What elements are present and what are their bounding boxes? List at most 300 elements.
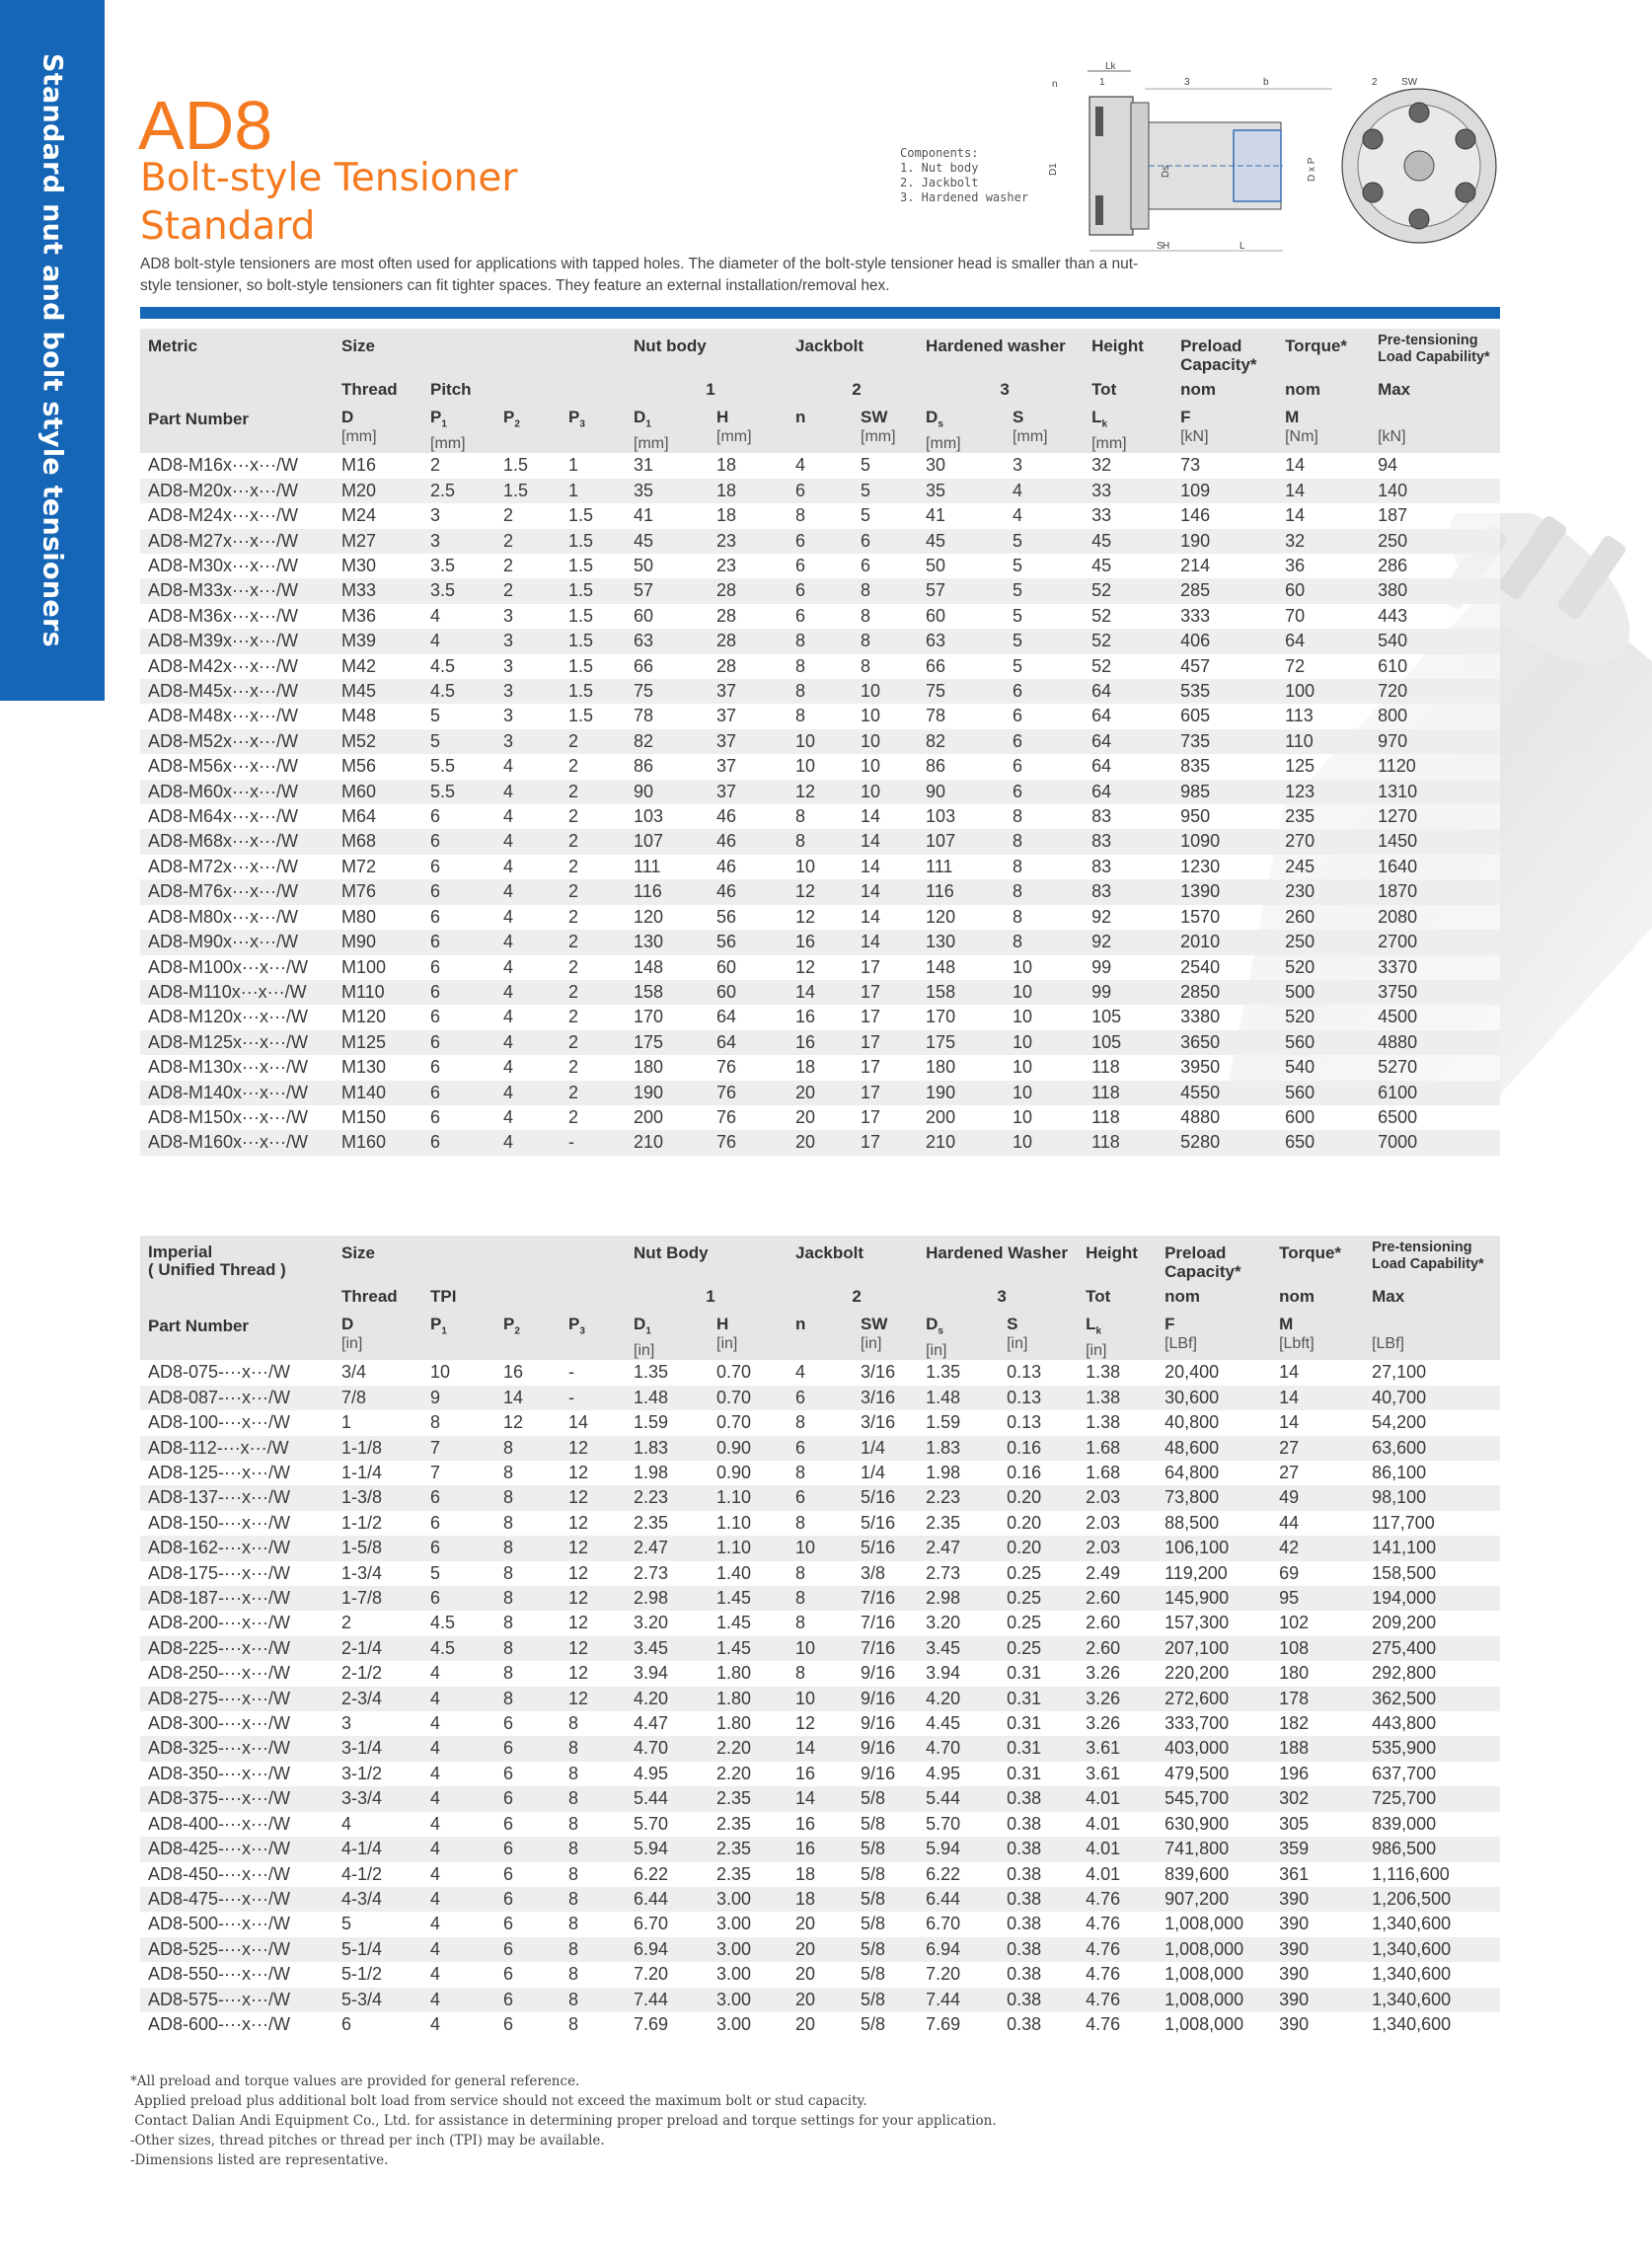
table-cell: 2-1/4 <box>334 1636 422 1661</box>
table-cell: 7.20 <box>918 1962 999 1987</box>
table-cell: 14 <box>788 1786 853 1811</box>
part-number-cell: AD8-100-···x···/W <box>140 1410 334 1435</box>
table-row <box>140 604 1500 629</box>
table-cell: 3.00 <box>709 2012 788 2037</box>
table-row <box>140 1360 1500 1385</box>
table-cell: 2 <box>561 1030 626 1055</box>
table-cell: 5/8 <box>853 1912 918 1936</box>
table-cell: 5.70 <box>918 1812 999 1837</box>
table-cell: 78 <box>626 704 709 728</box>
table-cell: 83 <box>1084 804 1172 829</box>
table-cell: 4-1/2 <box>334 1862 422 1887</box>
table-cell: 3.5 <box>422 578 495 603</box>
table-cell: 37 <box>709 780 788 804</box>
table-cell: 3-1/4 <box>334 1736 422 1761</box>
table-cell: 200 <box>918 1105 1005 1130</box>
table-cell: 6 <box>495 1887 561 1912</box>
component-item: 1. Nut body <box>900 161 979 175</box>
table-cell: 3.61 <box>1078 1736 1157 1761</box>
table-cell: 100 <box>1277 679 1370 704</box>
header-nom-preload: nom <box>1157 1281 1271 1315</box>
table-cell: 6 <box>495 1736 561 1761</box>
table-cell: 1/4 <box>853 1436 918 1461</box>
table-cell: 8 <box>495 1611 561 1635</box>
part-number-cell: AD8-187-···x···/W <box>140 1586 334 1611</box>
table-cell: 175 <box>626 1030 709 1055</box>
table-cell: 37 <box>709 729 788 754</box>
table-cell: 64 <box>709 1030 788 1055</box>
table-cell: 4 <box>495 754 561 779</box>
subtitle-line-1: Bolt-style Tensioner <box>140 156 518 200</box>
table-row <box>140 1837 1500 1861</box>
table-cell: 0.31 <box>999 1687 1078 1711</box>
tensioner-technical-drawing <box>1046 61 1520 268</box>
header-lk: L <box>1086 1315 1096 1333</box>
table-cell: 2 <box>561 829 626 854</box>
table-cell: 140 <box>1370 479 1500 503</box>
table-cell: 14 <box>788 1736 853 1761</box>
table-cell: 7/16 <box>853 1636 918 1661</box>
table-cell: 7.20 <box>626 1962 709 1987</box>
header-lk: L <box>1091 408 1102 426</box>
table-cell: 64 <box>1084 729 1172 754</box>
header-h: H <box>716 1315 729 1333</box>
table-cell: 6 <box>853 554 918 578</box>
header-ds: D <box>926 1315 939 1333</box>
components-legend <box>900 146 1028 205</box>
table-cell: 63,600 <box>1364 1436 1500 1461</box>
table-cell: 630,900 <box>1157 1812 1271 1837</box>
table-row <box>140 1912 1500 1936</box>
table-cell: 9/16 <box>853 1711 918 1736</box>
part-number-cell: AD8-137-···x···/W <box>140 1485 334 1510</box>
table-cell: 720 <box>1370 679 1500 704</box>
part-number-cell: AD8-M48x···x···/W <box>140 704 334 728</box>
table-cell: 2 <box>561 1105 626 1130</box>
table-cell: 102 <box>1271 1611 1364 1635</box>
sub-1: 1 <box>441 1325 447 1337</box>
table-cell: 158 <box>626 980 709 1005</box>
table-cell: 8 <box>561 1887 626 1912</box>
table-cell: 83 <box>1084 829 1172 854</box>
table-cell: 0.38 <box>999 1837 1078 1861</box>
sub-k: k <box>1101 418 1108 430</box>
table-cell: 7.44 <box>626 1988 709 2012</box>
table-cell: 14 <box>853 829 918 854</box>
table-cell: 64 <box>1084 780 1172 804</box>
unit-in: [in] <box>716 1335 738 1352</box>
table-cell: 245 <box>1277 855 1370 879</box>
table-cell: 1-3/8 <box>334 1485 422 1510</box>
header-f: F <box>1180 408 1191 426</box>
table-cell: 5.70 <box>626 1812 709 1837</box>
table-cell: M68 <box>334 829 422 854</box>
table-cell: 4 <box>422 1711 495 1736</box>
table-cell: 95 <box>1271 1586 1364 1611</box>
table-cell: 3.61 <box>1078 1762 1157 1786</box>
table-cell: 2 <box>561 1005 626 1029</box>
table-cell: 36 <box>1277 554 1370 578</box>
table-row <box>140 1485 1500 1510</box>
part-number-cell: AD8-M60x···x···/W <box>140 780 334 804</box>
table-cell: 4.76 <box>1078 2012 1157 2037</box>
table-cell: 2-3/4 <box>334 1687 422 1711</box>
table-cell: 6 <box>1005 754 1084 779</box>
header-tot: Tot <box>1084 374 1172 408</box>
table-cell: 5 <box>1005 529 1084 554</box>
table-cell: 4 <box>422 1862 495 1887</box>
header-p2: P <box>503 1315 515 1333</box>
table-cell: 10 <box>853 679 918 704</box>
table-cell: 1.5 <box>561 503 626 528</box>
table-cell: 14 <box>495 1386 561 1410</box>
table-cell: 6 <box>422 1081 495 1105</box>
table-cell: 33 <box>1084 503 1172 528</box>
header-preload: Preload Capacity* <box>1172 329 1277 374</box>
table-cell: 4 <box>495 905 561 930</box>
table-row <box>140 578 1500 603</box>
table-cell: 5/16 <box>853 1536 918 1560</box>
part-number-cell: AD8-200-···x···/W <box>140 1611 334 1635</box>
table-cell: M30 <box>334 554 422 578</box>
header-imperial: Imperial <box>148 1243 213 1261</box>
table-cell: 4 <box>422 1736 495 1761</box>
header-component-3: 3 <box>918 1281 1078 1315</box>
table-cell: 123 <box>1277 780 1370 804</box>
table-cell: 118 <box>1084 1105 1172 1130</box>
footnote: *All preload and torque values are provided for general reference. <box>130 2073 580 2089</box>
table-cell: 46 <box>709 804 788 829</box>
table-cell: 33 <box>1084 479 1172 503</box>
table-cell: 605 <box>1172 704 1277 728</box>
table-cell: 180 <box>1271 1661 1364 1686</box>
table-cell: 16 <box>788 1762 853 1786</box>
sub-2: 2 <box>514 1325 520 1337</box>
table-cell: 286 <box>1370 554 1500 578</box>
table-cell: 1570 <box>1172 905 1277 930</box>
table-cell: 4-3/4 <box>334 1887 422 1912</box>
table-cell: 390 <box>1271 2012 1364 2037</box>
table-cell: 1.80 <box>709 1711 788 1736</box>
table-cell: 250 <box>1370 529 1500 554</box>
table-cell: 0.31 <box>999 1736 1078 1761</box>
table-row <box>140 1711 1500 1736</box>
part-number-cell: AD8-M72x···x···/W <box>140 855 334 879</box>
table-row <box>140 1611 1500 1635</box>
table-cell: 14 <box>853 905 918 930</box>
table-cell: 0.16 <box>999 1461 1078 1485</box>
table-cell: M130 <box>334 1055 422 1080</box>
table-cell: 18 <box>709 479 788 503</box>
table-cell: 1-1/4 <box>334 1461 422 1485</box>
table-row <box>140 1030 1500 1055</box>
table-cell: 8 <box>1005 905 1084 930</box>
table-cell: 3380 <box>1172 1005 1277 1029</box>
unit-lbft: [Lbft] <box>1279 1335 1314 1352</box>
table-cell: 148 <box>918 955 1005 980</box>
table-cell: 10 <box>1005 1081 1084 1105</box>
table-cell: 76 <box>709 1055 788 1080</box>
table-cell: 2540 <box>1172 955 1277 980</box>
table-cell: 4.5 <box>422 679 495 704</box>
table-row <box>140 1887 1500 1912</box>
label-dxp: D x P <box>1307 157 1317 182</box>
table-cell: 6 <box>422 1130 495 1155</box>
part-number-cell: AD8-425-···x···/W <box>140 1837 334 1861</box>
table-cell: 535 <box>1172 679 1277 704</box>
table-row <box>140 1105 1500 1130</box>
table-cell: 0.38 <box>999 2012 1078 2037</box>
table-cell: M16 <box>334 453 422 478</box>
table-cell: 725,700 <box>1364 1786 1500 1811</box>
table-cell: 8 <box>788 1561 853 1586</box>
table-cell: 60 <box>1277 578 1370 603</box>
part-number-cell: AD8-M130x···x···/W <box>140 1055 334 1080</box>
part-number-cell: AD8-M100x···x···/W <box>140 955 334 980</box>
table-cell: 2.60 <box>1078 1611 1157 1635</box>
table-cell: 3 <box>495 729 561 754</box>
table-cell: 18 <box>709 503 788 528</box>
table-cell: 9/16 <box>853 1687 918 1711</box>
table-cell: 5-1/4 <box>334 1937 422 1962</box>
table-cell: 2-1/2 <box>334 1661 422 1686</box>
table-cell: 17 <box>853 955 918 980</box>
table-cell: 73 <box>1172 453 1277 478</box>
table-cell: 3650 <box>1172 1030 1277 1055</box>
table-cell: 0.38 <box>999 1962 1078 1987</box>
table-cell: 2 <box>561 780 626 804</box>
table-cell: 210 <box>918 1130 1005 1155</box>
table-cell: 111 <box>918 855 1005 879</box>
table-cell: 64 <box>1277 629 1370 653</box>
table-cell: 6 <box>495 1937 561 1962</box>
unit-mm: [mm] <box>716 428 752 445</box>
part-number-cell: AD8-500-···x···/W <box>140 1912 334 1936</box>
table-cell: 10 <box>1005 1130 1084 1155</box>
table-cell: 113 <box>1277 704 1370 728</box>
table-cell: 141,100 <box>1364 1536 1500 1560</box>
table-cell: 6 <box>422 804 495 829</box>
table-row <box>140 1962 1500 1987</box>
table-cell: 4 <box>422 604 495 629</box>
table-cell: 0.70 <box>709 1386 788 1410</box>
table-cell: 78 <box>918 704 1005 728</box>
header-pitch: Pitch <box>422 374 626 408</box>
unit-lbf: [LBf] <box>1372 1335 1404 1352</box>
table-row <box>140 1661 1500 1686</box>
table-cell: 86 <box>626 754 709 779</box>
table-cell: 8 <box>422 1410 495 1435</box>
table-cell: 157,300 <box>1157 1611 1271 1635</box>
table-cell: 1,008,000 <box>1157 1912 1271 1936</box>
table-cell: 86,100 <box>1364 1461 1500 1485</box>
table-cell: 27 <box>1271 1436 1364 1461</box>
unit-in: [in] <box>1007 1335 1028 1352</box>
header-torque: Torque* <box>1277 329 1370 374</box>
table-cell: 12 <box>561 1687 626 1711</box>
table-cell: 4.5 <box>422 654 495 679</box>
table-cell: 1,206,500 <box>1364 1887 1500 1912</box>
table-cell: 5/8 <box>853 2012 918 2037</box>
table-cell: 10 <box>788 1687 853 1711</box>
table-cell: 64 <box>1084 754 1172 779</box>
table-cell: 2080 <box>1370 905 1500 930</box>
table-cell: 16 <box>495 1360 561 1385</box>
table-cell: 6.70 <box>918 1912 999 1936</box>
table-cell: 12 <box>561 1561 626 1586</box>
table-cell: 90 <box>626 780 709 804</box>
table-cell: 8 <box>561 1837 626 1861</box>
table-cell: 120 <box>626 905 709 930</box>
table-cell: 119,200 <box>1157 1561 1271 1586</box>
table-row <box>140 2012 1500 2037</box>
header-component-1: 1 <box>626 374 788 408</box>
table-cell: 6.44 <box>918 1887 999 1912</box>
table-cell: M27 <box>334 529 422 554</box>
table-row <box>140 780 1500 804</box>
table-cell: 1.45 <box>709 1586 788 1611</box>
table-cell: 5.5 <box>422 754 495 779</box>
label-sw: SW <box>1401 77 1418 88</box>
table-cell: 10 <box>1005 955 1084 980</box>
table-row <box>140 1586 1500 1611</box>
table-cell: 1.5 <box>561 629 626 653</box>
table-cell: 0.20 <box>999 1485 1078 1510</box>
table-cell: M24 <box>334 503 422 528</box>
table-cell: 650 <box>1277 1130 1370 1155</box>
table-cell: 46 <box>709 879 788 904</box>
table-cell: 170 <box>918 1005 1005 1029</box>
table-cell: 220,200 <box>1157 1661 1271 1686</box>
table-cell: 8 <box>853 654 918 679</box>
sub-3: 3 <box>579 418 585 430</box>
table-cell: 0.13 <box>999 1410 1078 1435</box>
table-cell: 4 <box>788 1360 853 1385</box>
table-cell: 4 <box>495 780 561 804</box>
table-row <box>140 1988 1500 2012</box>
sidebar-text: Standard nut and bolt style tensioners <box>37 53 68 647</box>
table-cell: 182 <box>1271 1711 1364 1736</box>
table-cell: 57 <box>918 578 1005 603</box>
table-cell: 7000 <box>1370 1130 1500 1155</box>
table-cell: 6 <box>422 1586 495 1611</box>
table-cell: 76 <box>709 1081 788 1105</box>
table-cell: 14 <box>853 930 918 954</box>
table-cell: 637,700 <box>1364 1762 1500 1786</box>
table-cell: 0.90 <box>709 1461 788 1485</box>
table-row <box>140 1786 1500 1811</box>
table-cell: 196 <box>1271 1762 1364 1786</box>
table-cell: 12 <box>561 1611 626 1635</box>
unit-in: [in] <box>341 1335 363 1352</box>
table-cell: 28 <box>709 604 788 629</box>
table-cell: 48,600 <box>1157 1436 1271 1461</box>
sub-s: s <box>938 1325 943 1337</box>
table-cell: 116 <box>918 879 1005 904</box>
table-row <box>140 1130 1500 1155</box>
table-cell: 16 <box>788 1812 853 1837</box>
table-cell: 4 <box>422 1988 495 2012</box>
table-cell: 4.76 <box>1078 1962 1157 1987</box>
table-cell: 4 <box>495 980 561 1005</box>
table-cell: 1.10 <box>709 1485 788 1510</box>
table-cell: 0.38 <box>999 1812 1078 1837</box>
table-cell: 5-3/4 <box>334 1988 422 2012</box>
table-cell: 98,100 <box>1364 1485 1500 1510</box>
table-cell: 333,700 <box>1157 1711 1271 1736</box>
table-cell: 6.94 <box>626 1937 709 1962</box>
unit-mm: [mm] <box>1013 428 1048 445</box>
table-row <box>140 503 1500 528</box>
table-cell: 99 <box>1084 980 1172 1005</box>
table-cell: 4.95 <box>918 1762 999 1786</box>
table-cell: 8 <box>561 1862 626 1887</box>
table-row <box>140 704 1500 728</box>
table-cell: 985 <box>1172 780 1277 804</box>
table-cell: 6 <box>495 1711 561 1736</box>
part-number-cell: AD8-375-···x···/W <box>140 1786 334 1811</box>
table-cell: 8 <box>788 1461 853 1485</box>
table-row <box>140 754 1500 779</box>
table-cell: 86 <box>918 754 1005 779</box>
table-cell: 1,008,000 <box>1157 1962 1271 1987</box>
table-cell: 1.59 <box>626 1410 709 1435</box>
table-cell: 8 <box>1005 804 1084 829</box>
table-cell: 30 <box>918 453 1005 478</box>
part-number-cell: AD8-M140x···x···/W <box>140 1081 334 1105</box>
part-number-cell: AD8-M33x···x···/W <box>140 578 334 603</box>
table-cell: 1/4 <box>853 1461 918 1485</box>
table-cell: 1,340,600 <box>1364 1988 1500 2012</box>
table-cell: 35 <box>626 479 709 503</box>
table-cell: 235 <box>1277 804 1370 829</box>
header-washer: Hardened washer <box>918 329 1084 374</box>
table-cell: 0.38 <box>999 1862 1078 1887</box>
table-cell: 1.5 <box>561 554 626 578</box>
table-cell: 1.5 <box>561 679 626 704</box>
table-cell: 5 <box>853 503 918 528</box>
table-cell: 7 <box>422 1461 495 1485</box>
table-cell: 4-1/4 <box>334 1837 422 1861</box>
table-cell: 125 <box>1277 754 1370 779</box>
table-cell: 6 <box>495 1962 561 1987</box>
part-number-cell: AD8-M30x···x···/W <box>140 554 334 578</box>
table-cell: 0.38 <box>999 1887 1078 1912</box>
table-cell: 8 <box>495 1586 561 1611</box>
table-cell: 12 <box>561 1636 626 1661</box>
table-cell: 7.69 <box>626 2012 709 2037</box>
table-cell: 359 <box>1271 1837 1364 1861</box>
table-cell: 5/16 <box>853 1485 918 1510</box>
table-cell: 5270 <box>1370 1055 1500 1080</box>
table-cell: 4.47 <box>626 1711 709 1736</box>
part-number-cell: AD8-M20x···x···/W <box>140 479 334 503</box>
table-cell: 540 <box>1277 1055 1370 1080</box>
table-cell: 210 <box>626 1130 709 1155</box>
table-cell: 52 <box>1084 578 1172 603</box>
table-cell: 6.70 <box>626 1912 709 1936</box>
table-cell: 3370 <box>1370 955 1500 980</box>
table-cell: 118 <box>1084 1130 1172 1155</box>
table-cell: M160 <box>334 1130 422 1155</box>
table-cell: 5/8 <box>853 1812 918 1837</box>
header-p1: P <box>430 1315 442 1333</box>
table-cell: 5 <box>422 704 495 728</box>
table-cell: 9 <box>422 1386 495 1410</box>
table-cell: 3.00 <box>709 1912 788 1936</box>
table-cell: 41 <box>626 503 709 528</box>
table-cell: 390 <box>1271 1937 1364 1962</box>
